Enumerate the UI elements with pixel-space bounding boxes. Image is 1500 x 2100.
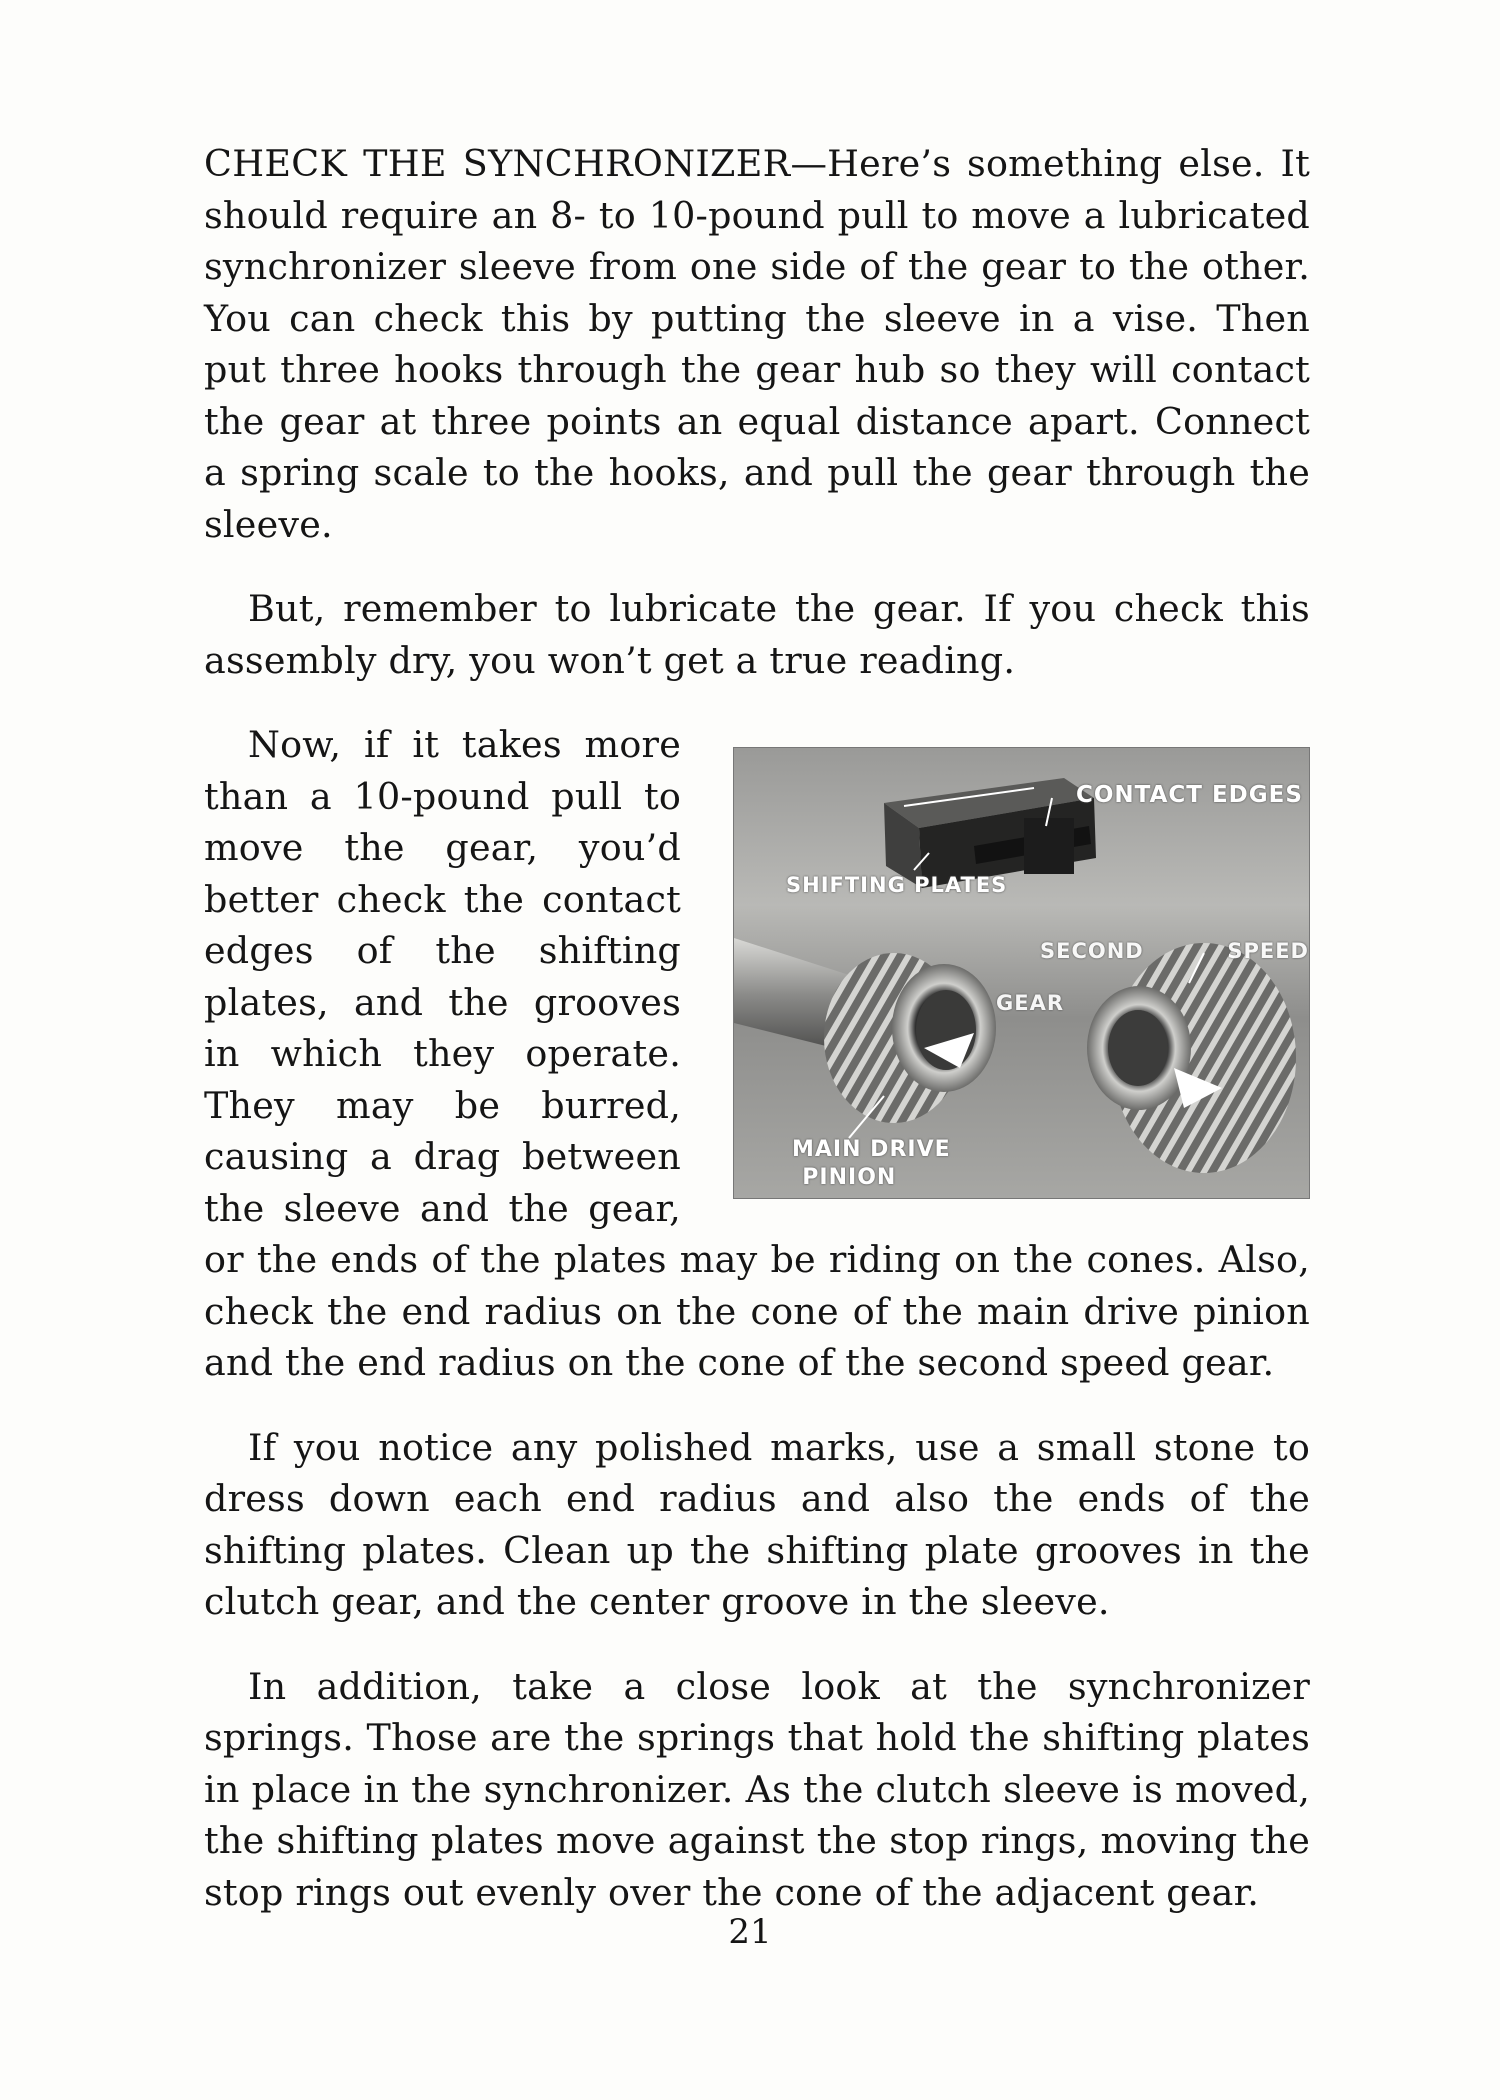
section-heading: CHECK THE SYNCHRONIZER bbox=[204, 142, 791, 185]
paragraph-synchronizer-check bbox=[204, 138, 1310, 550]
gear-photo bbox=[733, 747, 1310, 1199]
page-number: 21 bbox=[728, 1912, 772, 1952]
label-main-drive-line1: MAIN DRIVE bbox=[792, 1137, 951, 1162]
label-main-drive-pinion bbox=[748, 1136, 951, 1192]
label-main-drive-line2: PINION bbox=[802, 1165, 897, 1190]
paragraph-lubricate: But, remember to lubricate the gear. If you check this assembly dry, you won’t get a true reading. bbox=[204, 587, 1310, 682]
label-shifting-plates: SHIFTING PLATES bbox=[786, 873, 1008, 897]
label-second-speed-gear: SECOND SPEED GEAR bbox=[996, 939, 1309, 1015]
paragraph-text: Now, if it takes more than a 10-pound pull to move the gear, you’d better check the contact edges of the shifting plates, and the grooves in which they operate. They may be burred, causing a drag between the sleeve and the gear, or the ends of the plates may be riding on the cones. Also, check the end radius on the cone of the main drive pinion and the end radius on the cone of the second speed gear. bbox=[204, 723, 1310, 1384]
paragraph-text: —Here’s something else. It should require an 8- to 10-pound pull to move a lubricated synchronizer sleeve from one side of the gear to the other. You can check this by putting the sleeve in a vise. Then put three hooks through the gear hub so they will contact the gear at three points an equal distance apart. Connect a spring scale to the hooks, and pull the gear through the sleeve. bbox=[204, 142, 1310, 546]
body-text bbox=[204, 138, 1310, 1918]
paragraph-polished-marks: If you notice any polished marks, use a small stone to dress down each end radius and also the ends of the shifting plates. Clean up the shifting plate grooves in the clutch gear, and the center groove in the sleeve. bbox=[204, 1425, 1310, 1623]
label-contact-edges: CONTACT EDGES bbox=[1076, 782, 1303, 808]
paragraph-contact-edges bbox=[204, 719, 1310, 1389]
paragraph-synchronizer-springs: In addition, take a close look at the synchronizer springs. Those are the springs that hold the shifting plates in place in the synchronizer. As the clutch sleeve is moved, the shifting plates move against the stop rings, moving the stop rings out evenly over the cone of the adjacent gear. bbox=[204, 1664, 1310, 1914]
